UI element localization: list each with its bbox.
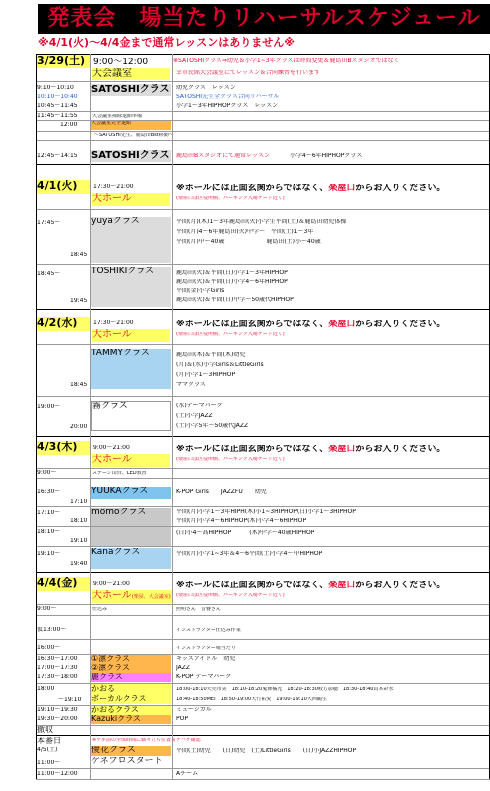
parking-note: (楽屋口は区役所側、パーキング入場ゲート近く) (176, 593, 285, 598)
time-end: 19:10 (70, 538, 88, 544)
class-yuka: 優花クラス (91, 746, 171, 756)
divider (36, 396, 490, 397)
class-desc: K-POP テーマパーク (176, 674, 232, 680)
class-line: 平間(月)(木)1～3年鹿島田(火)小学生平間(土)＆鹿島田幼児体操 (176, 219, 347, 225)
class-desc: 鹿島田Bスタジオにて通常レッスン (176, 153, 271, 159)
class-rin-1: ①凛クラス (91, 655, 171, 664)
time-slot: 16:30～17:00 (37, 656, 78, 662)
class-desc: Aチーム (176, 771, 199, 777)
time-slot: 11:45～11:55 (37, 113, 78, 119)
divider (36, 264, 490, 265)
time-slot: 17:00～17:30 (37, 665, 78, 671)
divider (36, 468, 490, 469)
hall-notice: ※ホールには正面玄関からではなく、楽屋口からお入りください。 (176, 320, 446, 329)
class-desc: 平間(土)幼児 (日)幼児 (土)LittleGirls (日)小JAZZHIPHOP (176, 748, 357, 754)
class-line: 鹿島田(火)＆平間(日)中学～50歳代HIPHOP (176, 297, 294, 303)
showday-label: 本番日 (37, 737, 61, 745)
venue-0404: 大ホール(楽屋、大会議室) (92, 590, 171, 601)
class-line: (土)小学5年～50歳代JAZZ (176, 423, 249, 429)
note-cleanup: 大会議室掃除退館準備 (92, 114, 143, 119)
venue-0401: 大ホール (92, 193, 170, 206)
time-slot: 18:00 (37, 686, 55, 692)
class-tammy: TAMMYクラス (91, 349, 171, 389)
note-0329-2: 幸市民館大会議室にてレッスン＆合同練習を行います (176, 70, 320, 76)
column-border (36, 54, 37, 779)
divider (36, 779, 490, 780)
class-toshiki: TOSHIKIクラス (91, 267, 171, 307)
class-gene: ゲネプロスタート (91, 757, 163, 766)
class-desc: POP (176, 716, 188, 722)
date-0402: 4/2(水) (37, 317, 91, 331)
teardown: 撤収 (37, 726, 53, 734)
divider (36, 768, 490, 769)
time-slot: 仮13:00～ (37, 627, 67, 633)
time-start: 19:00～ (37, 404, 61, 410)
divider (36, 546, 490, 547)
class-rin-2: ②凛クラス (91, 664, 171, 673)
parking-note: (楽屋口は区役所側、パーキング入場ゲート近く) (176, 457, 285, 462)
class-yuuka: YUUKAクラス (91, 487, 171, 499)
class-line: 鹿島田(火)＆平間(日)小学4～6年HIPHOP (176, 279, 288, 285)
class-momo: momoクラス (91, 508, 171, 546)
column-border (172, 54, 173, 779)
class-line: 平間(月)4～6年鹿島田(火)中学～ 平間(土)1～3年 (176, 229, 314, 235)
time-slot: 10:45～11:45 (37, 103, 78, 109)
time-slot: 19:10～19:30 (37, 707, 78, 713)
time-end: 17:10 (70, 499, 88, 505)
time-0403: 9:00～21:00 (93, 445, 130, 451)
class-kaoru: かおるクラス (91, 706, 171, 715)
page-title: 発表会 場当たりリハーサルスケジュール (38, 4, 490, 34)
date-0403: 4/3(木) (37, 441, 91, 455)
class-desc: SATOSHI先生全クラス合同リハーサル (176, 94, 280, 100)
divider (36, 81, 490, 82)
divider (36, 639, 490, 640)
hall-notice: ※ホールには正面玄関からではなく、楽屋口からお入りください。 (176, 184, 446, 193)
class-desc: K-POP Girls JAZZFU 幼児 (176, 489, 267, 495)
time-slot: 16:00～ (37, 645, 61, 651)
class-desc: (日)小4～高HIPHOP (木)中学～40歳HIPHOP (176, 530, 315, 536)
time-slot: 12:45～14:15 (37, 153, 78, 159)
time-end: 18:45 (70, 382, 88, 388)
divider (36, 725, 490, 726)
venue-0402: 大ホール (92, 329, 170, 342)
class-line: ママクラス (176, 382, 206, 388)
class-line: 平間(月)中～40歳 鹿島田(土)小～40歳 (176, 239, 321, 245)
venue-0403: 大ホール (92, 454, 170, 467)
class-line: (土)小学JAZZ (176, 413, 213, 419)
divider (36, 436, 490, 437)
class-desc: ミュージカル (176, 707, 212, 713)
divider (36, 478, 490, 479)
parking-note: (楽屋口は区役所側、パーキング入場ゲート近く) (176, 332, 285, 337)
class-line: 平間(金)小学Girls (176, 288, 225, 294)
class-line: 鹿島田(木)＆平間(木)幼児 (176, 352, 246, 358)
time-end: 20:00 (70, 424, 88, 430)
setup-note: 仕込み (92, 607, 108, 612)
time-0404: 9:00～21:00 (93, 581, 130, 587)
divider (36, 111, 490, 112)
class-kiri: 霧クラス (91, 401, 171, 431)
divider (36, 309, 490, 310)
showday-note: ※ゲネ前の全体時間に個々立ち位置＆ゲハケ確認 (92, 738, 201, 743)
class-desc: 幼児クラス レッスン (176, 85, 236, 91)
time-slot: 12:00 (60, 122, 78, 128)
time-slot: ～19:10 (58, 697, 82, 703)
class-kana: Kanaクラス (91, 548, 171, 569)
time-start: 18:45～ (37, 271, 61, 277)
class-desc: 18:00-18:10天売市美 18:10-18:20鬼舞橘光 18:20-18:30岐方影穂 18:30-18:40山本彩水 (176, 687, 394, 692)
time-slot: 9:10～10:10 (37, 85, 74, 91)
class-kazuki: Kazukiクラス (91, 715, 171, 724)
note-move: ～SATOSHI先生、鹿島田Bst移動～ (94, 133, 174, 138)
divider (36, 164, 490, 165)
time-start: 19:10～ (37, 551, 61, 557)
divider (36, 572, 490, 573)
class-yuya: yuyaクラス (91, 217, 171, 263)
class-desc: 平間(月)小学4～6HIPHOP(木)小学4～6HIPHOP (176, 518, 307, 524)
hall-notice: ※ホールには正面玄関からではなく、楽屋口からお入りください。 (176, 581, 446, 590)
class-line: (月)＆(水)小学Girls＆LittleGirls (176, 362, 264, 368)
time-slot: 11:00～ (37, 760, 61, 766)
date-0405: 4/5(土) (37, 747, 58, 753)
parking-note: (楽屋口は区役所側、パーキング入場ゲート近く) (176, 196, 285, 201)
date-0404: 4/4(金) (37, 577, 91, 591)
time-end: 18:10 (70, 518, 88, 524)
divider (36, 604, 490, 605)
time-start: 9:00～ (37, 606, 57, 612)
class-desc: 平間(月)小学1～3年HIPH(木)小1~3HIPHOP(日)小学1～3HIPHOP (176, 509, 356, 515)
time-start: 17:45～ (37, 220, 61, 226)
divider (36, 131, 490, 132)
setup-note: 照明さん 音響さん (176, 607, 222, 612)
subtitle-notice: ※4/1(火)～4/4金まで通常レッスンはありません※ (38, 36, 295, 49)
class-rei: 麗クラス (91, 673, 171, 682)
venue-0329: 大会議室 (92, 68, 170, 80)
class-desc: インストラクター仕込み作業 (176, 628, 241, 633)
column-border (90, 54, 91, 779)
class-desc: 小学1～3年HIPHOPクラス レッスン (176, 103, 279, 109)
note-0329-1: ※SATOSHIクラス⇒幼児＆小学1~3年クラスは時間変更＆鹿島田Bスタジオではなく (173, 58, 400, 64)
hall-notice: ※ホールには正面玄関からではなく、楽屋口からお入りください。 (176, 445, 446, 454)
class-desc: キッズアイドル 幼児 (176, 656, 236, 662)
divider (36, 140, 490, 141)
divider (36, 344, 490, 345)
divider (36, 615, 490, 616)
date-0329: 3/29(土) (37, 55, 91, 68)
time-start: 16:30～ (37, 489, 61, 495)
class-line: (月)小学1～3HIPHOP (176, 372, 236, 378)
class-desc: インストラクター場当たり (176, 646, 236, 651)
time-start: 17:10～ (37, 510, 61, 516)
time-end: 18:45 (70, 252, 88, 258)
time-0402: 17:30～21:00 (93, 320, 134, 326)
divider (36, 54, 490, 55)
time-slot: 11:00～12:00 (37, 771, 78, 777)
divider (36, 506, 490, 507)
time-slot: 17:30～18:00 (37, 674, 78, 680)
class-line: (水)テーマパーク (176, 403, 223, 409)
divider (36, 735, 490, 736)
divider (36, 526, 490, 527)
class-vocal: かおる ボーカルクラス (91, 684, 171, 704)
time-start: 18:10～ (37, 529, 61, 535)
class-satoshi: SATOSHIクラス (91, 150, 170, 161)
time-end: 19:45 (70, 298, 88, 304)
class-satoshi: SATOSHIクラス (91, 84, 170, 95)
divider (36, 209, 490, 210)
date-0401: 4/1(火) (37, 180, 91, 194)
time-0329: 9:00～12:00 (93, 58, 149, 67)
time-start: 9:00～ (37, 470, 57, 476)
time-end: 19:40 (70, 561, 88, 567)
note-checkout: 大会議室完全退館 (91, 121, 171, 130)
class-desc: 平間(月)小学1~3年＆4～6平間(土)小学4～中HIPHOP (176, 551, 323, 557)
time-slot: 10:10～10:40 (37, 94, 78, 100)
class-desc: 小学4～6年HIPHOPクラス (290, 153, 363, 159)
class-line: 鹿島田(火)＆平間(日)小学1～3年HIPHOP (176, 270, 288, 276)
time-slot: 19:30～20:00 (37, 716, 78, 722)
class-desc: 18:40-18:50MEI 18:50-19:00大竹祐愛 19:00-19:10大西鶴生 (176, 697, 327, 702)
time-0401: 17:30～21:00 (93, 184, 134, 190)
class-desc: JAZZ (176, 665, 190, 671)
setup-note: ステージ山台、LED教習 (92, 471, 147, 476)
